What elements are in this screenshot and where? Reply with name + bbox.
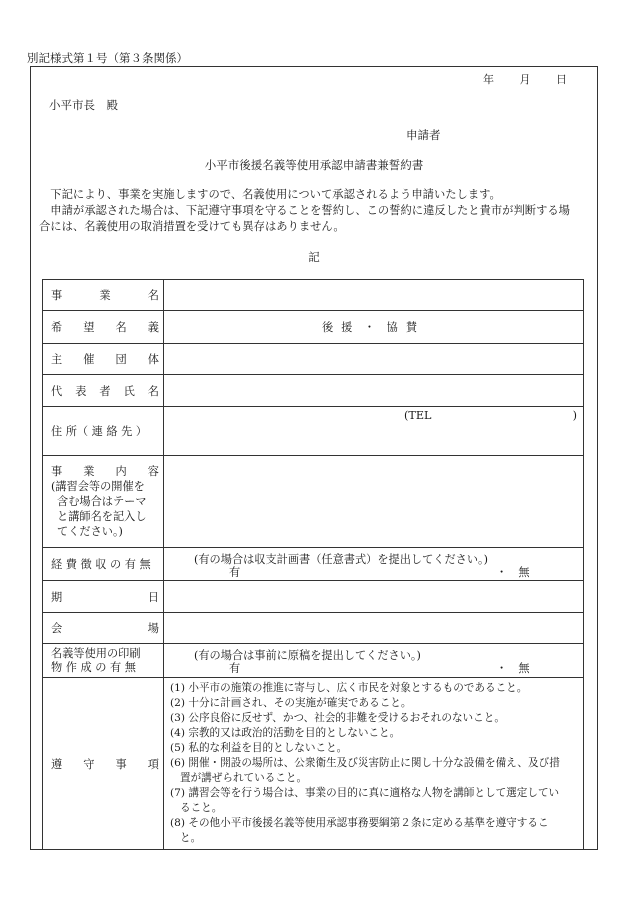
printing-note: (有の場合は事前に原稿を提出してください。) <box>194 649 421 662</box>
rule-6: (6) 開催・開設の場所は、公衆衛生及び災害防止に関し十分な設備を備え、及び措 <box>170 757 560 769</box>
rule-7: (7) 講習会等を行う場合は、事業の目的に真に適格な人物を講師として選定してい <box>170 787 560 799</box>
row-period <box>43 581 584 613</box>
field-representative[interactable] <box>164 375 584 407</box>
row-venue <box>43 613 584 644</box>
form-number: 別記様式第１号（第３条関係） <box>27 51 188 65</box>
tel-close: ) <box>572 409 577 422</box>
field-desired-name[interactable] <box>164 311 584 344</box>
rule-4: (4) 宗教的又は政治的活動を目的としないこと。 <box>170 727 401 739</box>
label-address: 住 所（ 連 絡 先 ） <box>43 407 164 456</box>
intro-text <box>39 187 589 235</box>
field-address[interactable] <box>164 407 584 456</box>
intro-line-1: 下記により、事業を実施しますので、名義使用について承認されるよう申請いたします。 <box>50 188 501 201</box>
field-organizer[interactable] <box>164 344 584 375</box>
rule-3: (3) 公序良俗に反せず、かつ、社会的非難を受けるおそれのないこと。 <box>170 712 505 724</box>
rule-6-cont: 置が講ぜられていること。 <box>180 772 308 784</box>
row-rules <box>43 678 584 850</box>
document-title: 小平市後援名義等使用承認申請書兼誓約書 <box>204 158 424 172</box>
tel-label: (TEL <box>404 409 432 422</box>
label-venue: 会 場 <box>43 613 164 644</box>
field-fee <box>164 548 584 581</box>
option-separator: ・ <box>363 321 384 334</box>
row-event-name <box>43 280 584 311</box>
label-desired-name: 希 望 名 義 <box>43 311 164 344</box>
applicant-label: 申請者 <box>406 128 441 142</box>
rule-8: (8) その他小平市後援名義等使用承認事務要綱第２条に定める基準を遵守するこ <box>170 817 549 829</box>
field-period[interactable] <box>164 581 584 613</box>
intro-line-3: 合には、名義使用の取消措置を受けても異存はありません。 <box>39 220 345 233</box>
application-table <box>42 279 584 850</box>
ki-heading: 記 <box>308 250 320 264</box>
date-month: 月 <box>519 73 531 86</box>
printing-no[interactable]: ・ 無 <box>496 662 530 675</box>
fee-note: (有の場合は収支計画書（任意書式）を提出してください。) <box>194 552 489 566</box>
field-venue[interactable] <box>164 613 584 644</box>
row-desired-name <box>43 311 584 344</box>
label-printing: 名義等使用の印刷 物 作 成 の 有 無 <box>43 644 164 678</box>
label-event-name: 事 業 名 <box>43 280 164 311</box>
field-content[interactable] <box>164 456 584 548</box>
intro-line-2: 申請が承認された場合は、下記遵守事項を守ることを誓約し、この誓約に違反したと貴市が判断する場 <box>50 204 570 217</box>
row-content <box>43 456 584 548</box>
date-year: 年 <box>483 73 494 86</box>
label-period: 期 日 <box>43 581 164 613</box>
rule-1: (1) 小平市の施策の推進に寄与し、広く市民を対象とするものであること。 <box>170 682 528 694</box>
row-printing <box>43 644 584 678</box>
rules-list <box>164 678 584 850</box>
label-content: 事 業 内 容 (講習会等の開催を 含む場合はテーマ と講師名を記入し てください。) <box>43 456 164 548</box>
option-support[interactable]: 後援 <box>321 321 361 334</box>
row-address <box>43 407 584 456</box>
printing-yes[interactable]: 有 <box>229 662 241 675</box>
field-event-name[interactable] <box>164 280 584 311</box>
fee-yes[interactable]: 有 <box>229 565 241 579</box>
date-line <box>483 71 567 87</box>
row-representative <box>43 375 584 407</box>
field-printing <box>164 644 584 678</box>
label-organizer: 主 催 団 体 <box>43 344 164 375</box>
date-day: 日 <box>556 73 567 86</box>
rule-2: (2) 十分に計画され、その実施が確実であること。 <box>170 697 412 709</box>
row-fee <box>43 548 584 581</box>
fee-no[interactable]: ・ 無 <box>496 565 530 579</box>
addressee: 小平市長 殿 <box>49 98 118 112</box>
rule-8-cont: と。 <box>180 832 202 844</box>
row-organizer <box>43 344 584 375</box>
label-representative: 代 表 者 氏 名 <box>43 375 164 407</box>
rule-7-cont: ること。 <box>180 802 223 814</box>
rule-5: (5) 私的な利益を目的としないこと。 <box>170 742 348 754</box>
label-fee: 経 費 徴 収 の 有 無 <box>43 548 164 581</box>
option-cosponsor[interactable]: 協賛 <box>386 321 426 334</box>
label-rules: 遵 守 事 項 <box>43 678 164 850</box>
